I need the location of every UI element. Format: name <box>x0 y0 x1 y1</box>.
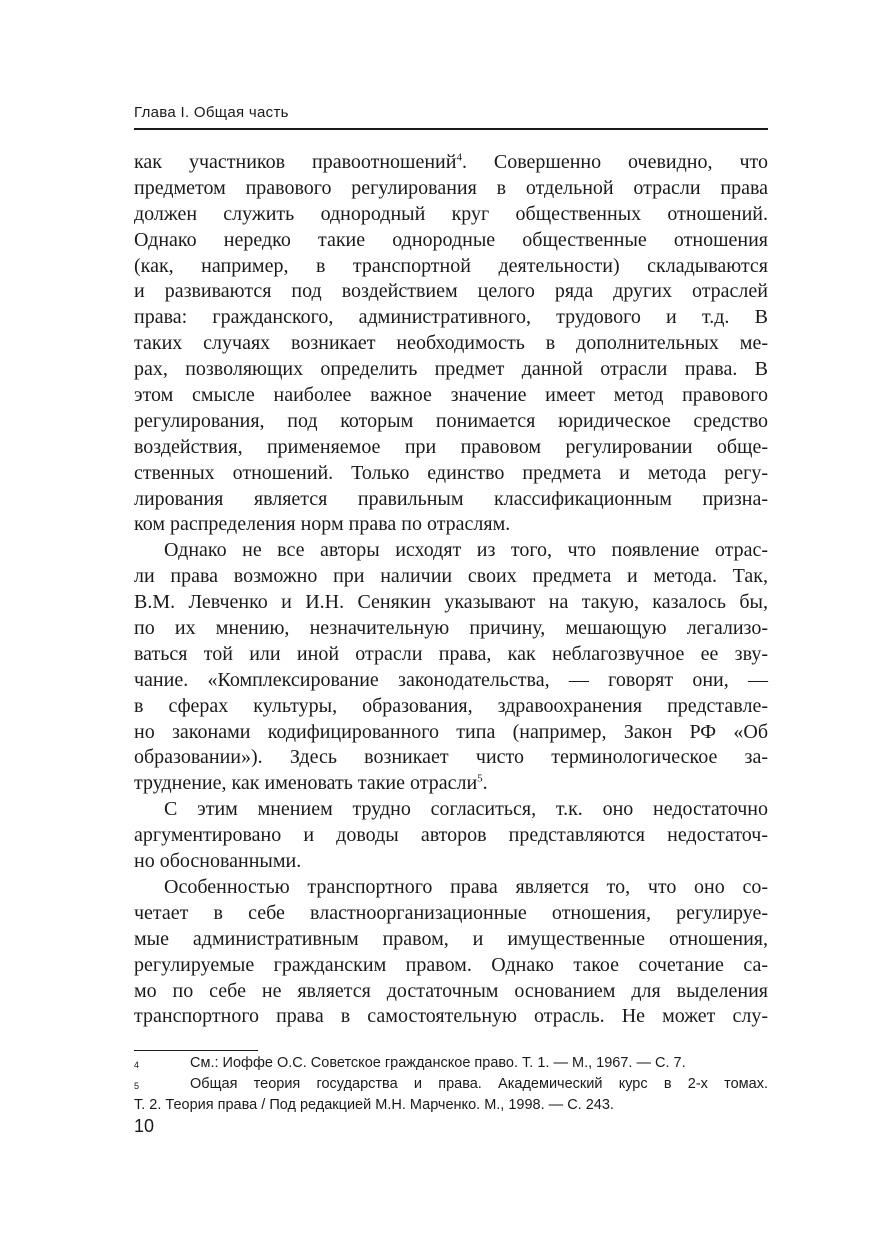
text-line: этом смысле наиболее важное значение имеет метод правового <box>134 384 768 407</box>
footnote-4 <box>134 1053 768 1074</box>
text-line: ваться той или иной отрасли права, как неблагозвучное ее зву- <box>134 642 768 665</box>
text-line: по их мнению, незначительную причину, мешающую легализо- <box>134 617 768 640</box>
footnote-ref-5[interactable]: 5 <box>477 772 483 785</box>
footnote-separator <box>134 1050 258 1051</box>
text-line: ственных отношений. Только единство предмета и метода регу- <box>134 461 768 484</box>
footnote-ref-4[interactable]: 4 <box>456 151 462 164</box>
text-line: Однако нередко такие однородные общественные отношения <box>134 228 768 251</box>
header-rule <box>134 128 768 130</box>
text-line: в сферах культуры, образования, здравоохранения представле- <box>134 694 768 717</box>
text-line: права: гражданского, административного, трудового и т.д. В <box>134 306 768 329</box>
text-line: мо по себе не является достаточным основанием для выделения <box>134 979 768 1002</box>
footnote-text: См.: Иоффе О.С. Советское гражданское право. Т. 1. — М., 1967. — С. 7. <box>190 1055 686 1071</box>
text-line: образовании»). Здесь возникает чисто терминологическое за- <box>134 746 768 769</box>
text-line: С этим мнением трудно согласиться, т.к. оно недостаточно <box>164 798 768 821</box>
text-line: В.М. Левченко и И.Н. Сенякин указывают на такую, казалось бы, <box>134 591 768 614</box>
text-line: как участников правоотношений$^4$. Совершенно очевидно, что <box>134 151 768 173</box>
text-line: транспортного права в самостоятельную отрасль. Не может слу- <box>134 1005 768 1028</box>
page-number: 10 <box>134 1116 155 1136</box>
text-line: предметом правового регулирования в отдельной отрасли права <box>134 176 768 199</box>
footnote-text: Общая теория государства и права. Академический курс в 2-х томах. <box>190 1076 768 1092</box>
footnote-number: 4 <box>134 1060 140 1070</box>
main-text <box>134 150 768 1030</box>
text-line: ком распределения норм права по отраслям. <box>134 513 511 536</box>
text-line: регулируемые гражданским правом. Однако такое сочетание са- <box>134 953 768 976</box>
footnote-5-continuation: Т. 2. Теория права / Под редакцией М.Н. Марченко. М., 1998. — С. 243. <box>134 1097 614 1113</box>
running-header: Глава I. Общая часть <box>134 104 289 121</box>
text-line: ли права возможно при наличии своих предмета и метода. Так, <box>134 565 768 588</box>
text-line: рах, позволяющих определить предмет данной отрасли права. В <box>134 358 768 381</box>
text-line: аргументировано и доводы авторов представляются недостаточ- <box>134 824 768 847</box>
text-line: таких случаях возникает необходимость в дополнительных ме- <box>134 332 768 355</box>
footnote-5 <box>134 1074 768 1095</box>
text-line: труднение, как именовать такие отрасли$^5$. <box>134 772 488 795</box>
text-line: Особенностью транспортного права является то, что оно со- <box>164 875 768 898</box>
text-line: воздействия, применяемое при правовом регулировании обще- <box>134 435 768 458</box>
text-line: (как, например, в транспортной деятельности) складываются <box>134 254 768 277</box>
footnote-number: 5 <box>134 1081 140 1091</box>
text-line: лирования является правильным классификационным призна- <box>134 487 768 510</box>
text-line: но обоснованными. <box>134 850 302 873</box>
text-line: регулирования, под которым понимается юридическое средство <box>134 409 768 432</box>
footnotes <box>134 1053 768 1116</box>
text-line: но законами кодифицированного типа (например, Закон РФ «Об <box>134 720 768 743</box>
text-line: четает в себе властноорганизационные отношения, регулируе- <box>134 901 768 924</box>
text-line: Однако не все авторы исходят из того, что появление отрас- <box>164 539 768 562</box>
text-line: и развиваются под воздействием целого ряда других отраслей <box>134 280 768 303</box>
text-line: мые административным правом, и имущественные отношения, <box>134 927 768 950</box>
text-line: должен служить однородный круг общественных отношений. <box>134 202 768 225</box>
text-line: чание. «Комплексирование законодательства, — говорят они, — <box>134 668 768 691</box>
